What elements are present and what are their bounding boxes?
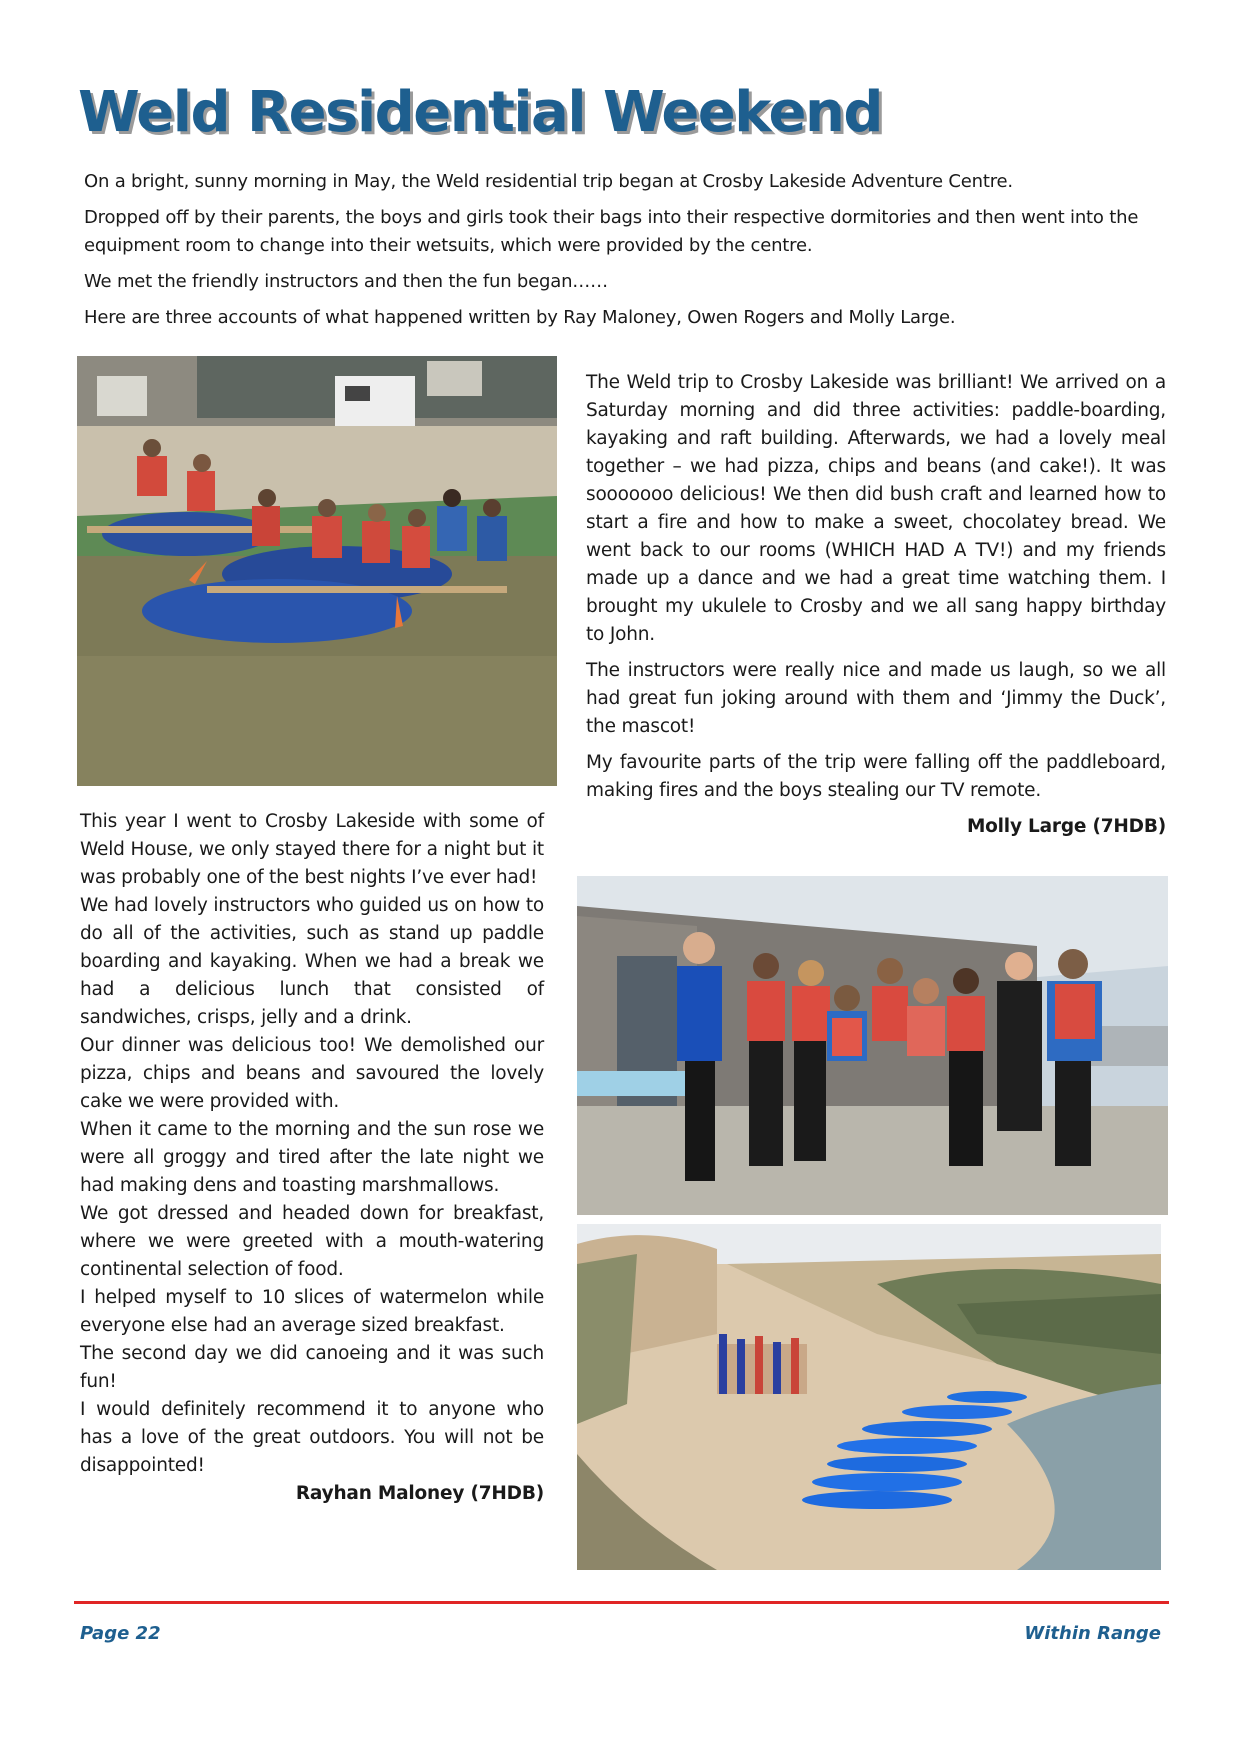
intro-paragraph: We met the friendly instructors and then the fun began…… [84, 271, 608, 292]
intro-paragraph: Dropped off by their parents, the boys and girls took their bags into their respective dormitories and then went into the equipment room to change into their wetsuits, which were provided by the centre. [84, 207, 1139, 256]
group-photo [577, 876, 1168, 1215]
raft-building-photo [77, 356, 557, 786]
account-paragraph: We had lovely instructors who guided us on how to do all of the activities, such as stand up paddle boarding and kayaking. When we had a break we had a delicious lunch that consisted of sandwiches, crisps, jelly and a drink. [80, 895, 544, 1028]
article-title: Weld Residential Weekend [78, 80, 882, 145]
intro-paragraph: Here are three accounts of what happened written by Ray Maloney, Owen Rogers and Molly Large. [84, 307, 956, 328]
account-paragraph: Our dinner was delicious too! We demolished our pizza, chips and beans and savoured the lovely cake we were provided with. [80, 1035, 544, 1112]
dunes-kayaks-photo [577, 1224, 1161, 1570]
account-paragraph: I would definitely recommend it to anyone who has a love of the great outdoors. You will not be disappointed! [80, 1399, 544, 1476]
author-signature: Molly Large (7HDB) [966, 816, 1166, 837]
account-paragraph: When it came to the morning and the sun rose we were all groggy and tired after the late night we had making dens and toasting marshmallows. [80, 1119, 544, 1196]
account-paragraph: The second day we did canoeing and it was such fun! [80, 1343, 544, 1392]
account-paragraph: We got dressed and headed down for breakfast, where we were greeted with a mouth-watering continental selection of food. [80, 1203, 544, 1280]
footer-rule [74, 1601, 1169, 1604]
account-paragraph: The instructors were really nice and made us laugh, so we all had great fun joking around with them and ‘Jimmy the Duck’, the mascot! [586, 660, 1166, 737]
account-paragraph: This year I went to Crosby Lakeside with some of Weld House, we only stayed there for a night but it was probably one of the best nights I’ve ever had! [80, 811, 544, 888]
intro-paragraph: On a bright, sunny morning in May, the Weld residential trip began at Crosby Lakeside Adventure Centre. [84, 171, 1013, 192]
account-paragraph: The Weld trip to Crosby Lakeside was brilliant! We arrived on a Saturday morning and did three activities: paddle-boarding, kayaking and raft building. Afterwards, we had a lovely meal together – we had pizza, chips and beans (and cake!). It was sooooooo delicious! We then did bush craft and learned how to start a fire and how to make a sweet, chocolatey bread. We went back to our rooms (WHICH HAD A TV!) and my friends made up a dance and we had a great time watching them. I brought my ukulele to Crosby and we all sang happy birthday to John. [586, 372, 1166, 645]
account-paragraph: I helped myself to 10 slices of watermelon while everyone else had an average sized breakfast. [80, 1287, 544, 1336]
rayhan-account [80, 808, 544, 1508]
page-number: Page 22 [80, 1623, 161, 1644]
account-paragraph: My favourite parts of the trip were falling off the paddleboard, making fires and the boys stealing our TV remote. [586, 752, 1166, 801]
publication-name: Within Range [1024, 1623, 1161, 1644]
molly-account [586, 369, 1166, 849]
author-signature: Rayhan Maloney (7HDB) [295, 1483, 544, 1504]
intro [84, 168, 1164, 340]
